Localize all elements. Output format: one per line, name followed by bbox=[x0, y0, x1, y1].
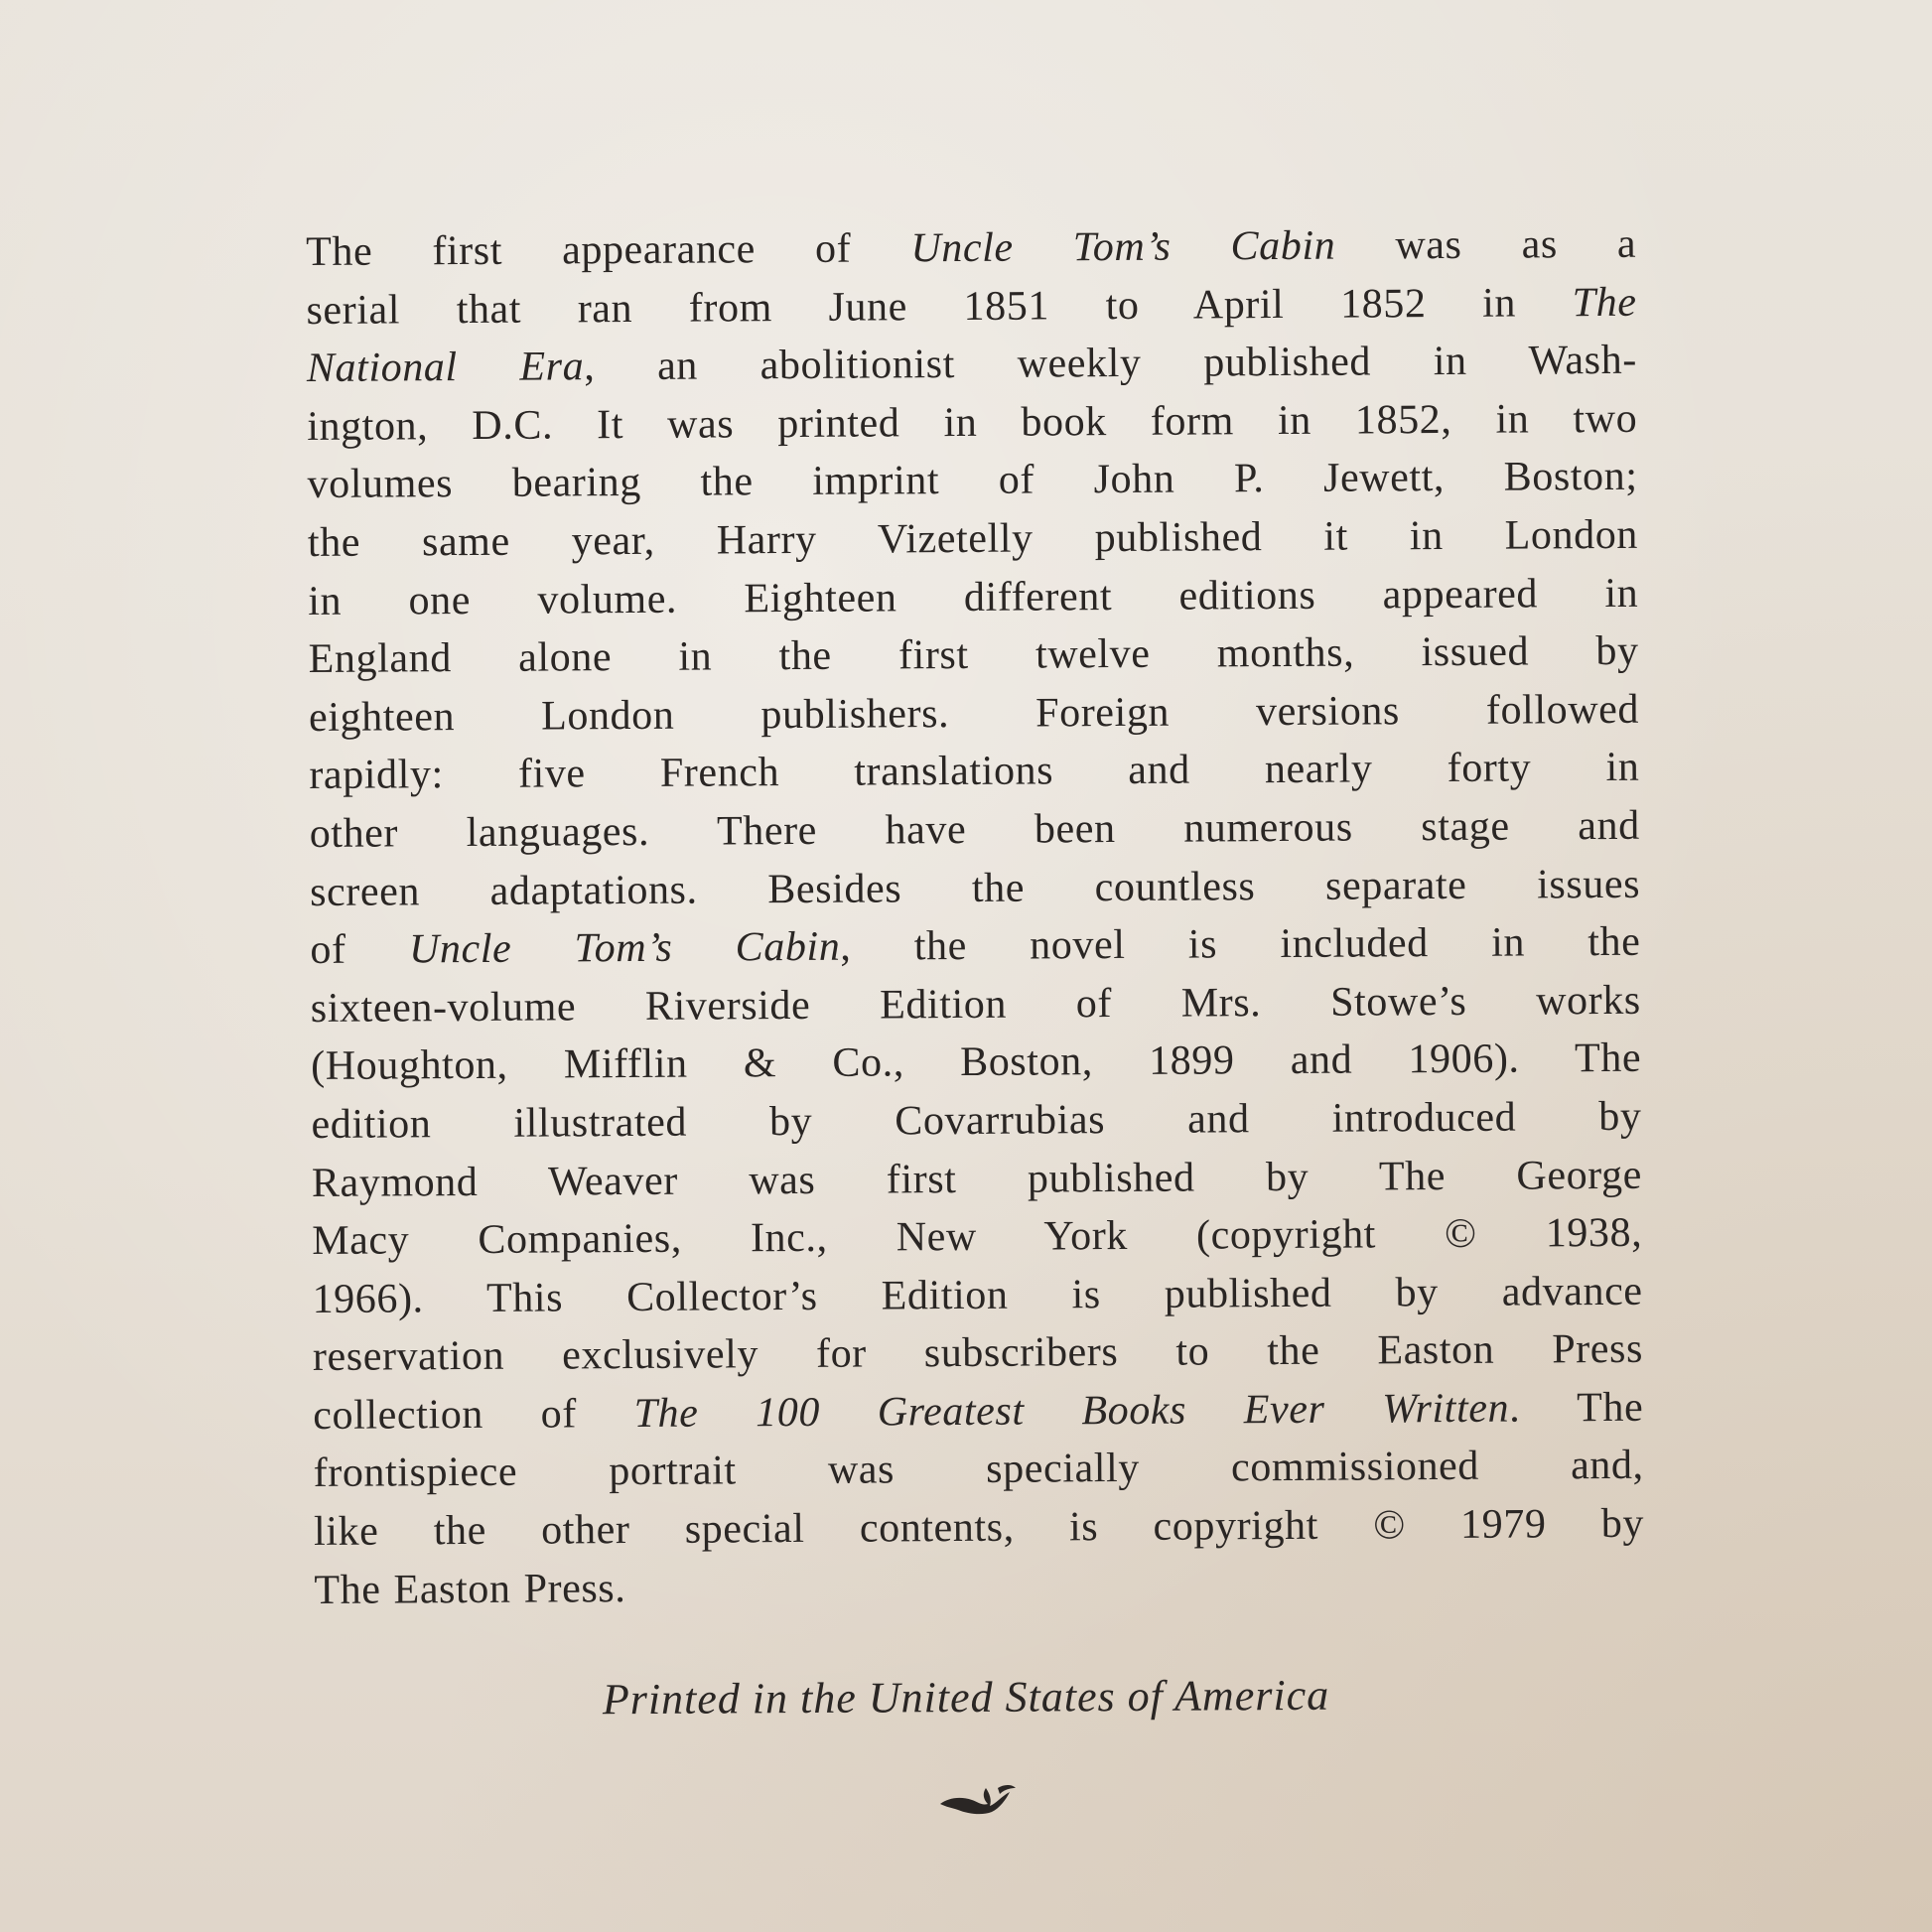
line-text: edition illustrated by Covarrubias and introduced by bbox=[311, 1093, 1642, 1148]
line-text: The first appearance of bbox=[306, 225, 911, 275]
text-line bbox=[310, 913, 1640, 980]
text-line bbox=[307, 448, 1637, 514]
text-line bbox=[312, 1204, 1642, 1271]
line-text: , the novel is included in the bbox=[840, 918, 1641, 970]
leaf-ornament-icon bbox=[938, 1782, 1018, 1818]
line-text: screen adaptations. Besides the countless separate issues bbox=[309, 861, 1641, 915]
italic-title-text: Uncle Tom’s Cabin bbox=[910, 222, 1336, 272]
line-text: reservation exclusively for subscribers to the Easton Press bbox=[312, 1326, 1644, 1381]
italic-title-text: The 100 Greatest Books Ever Written bbox=[633, 1385, 1510, 1437]
line-text: (Houghton, Mifflin & Co., Boston, 1899 and 1906). The bbox=[311, 1035, 1642, 1090]
line-text: other languages. There have been numerous stage and bbox=[309, 802, 1640, 857]
text-line bbox=[313, 1320, 1643, 1387]
italic-title-text: The bbox=[1572, 279, 1637, 326]
text-line bbox=[312, 1146, 1642, 1212]
text-line bbox=[312, 1262, 1642, 1328]
text-line bbox=[309, 622, 1639, 689]
text-line bbox=[306, 215, 1636, 282]
printed-in-imprint: Printed in the United States of America bbox=[602, 1670, 1330, 1725]
text-line bbox=[311, 1088, 1641, 1155]
line-text: , an abolitionist weekly published in Wash- bbox=[584, 337, 1637, 390]
line-text: of bbox=[310, 926, 410, 974]
line-text: like the other special contents, is copyright © 1979 by bbox=[313, 1500, 1645, 1556]
text-line bbox=[306, 273, 1636, 340]
italic-title-text: National Era bbox=[306, 344, 585, 392]
text-line bbox=[313, 1379, 1643, 1446]
line-text: was as a bbox=[1335, 220, 1637, 269]
line-text: England alone in the first twelve months, issued by bbox=[308, 627, 1639, 683]
line-text: . The bbox=[1508, 1384, 1644, 1432]
text-line bbox=[311, 1030, 1641, 1096]
text-line bbox=[310, 855, 1640, 921]
line-text: rapidly: five French translations and nearly forty in bbox=[309, 745, 1640, 799]
text-line bbox=[307, 390, 1637, 457]
line-text: ington, D.C. It was printed in book form in 1852, in two bbox=[307, 395, 1638, 450]
line-text: Macy Companies, Inc., New York (copyright © 1938, bbox=[312, 1209, 1643, 1265]
italic-title-text: Uncle Tom’s Cabin bbox=[408, 923, 841, 973]
text-line bbox=[314, 1553, 1644, 1619]
line-text: The Easton Press. bbox=[314, 1565, 626, 1613]
line-text: 1966). This Collector’s Edition is published by advance bbox=[312, 1268, 1643, 1322]
line-text: the same year, Harry Vizetelly published it in London bbox=[307, 511, 1639, 566]
colophon-paragraph bbox=[306, 215, 1645, 1619]
text-line bbox=[307, 332, 1637, 398]
line-text: serial that ran from June 1851 to April 1852 in bbox=[306, 279, 1573, 334]
line-text: volumes bearing the imprint of John P. Jewett, Boston; bbox=[307, 454, 1638, 508]
text-line bbox=[314, 1495, 1644, 1562]
text-line bbox=[308, 506, 1638, 573]
text-line bbox=[309, 739, 1639, 805]
text-line bbox=[309, 681, 1639, 748]
line-text: collection of bbox=[313, 1390, 634, 1439]
line-text: eighteen London publishers. Foreign versions followed bbox=[308, 686, 1640, 741]
line-text: sixteen-volume Riverside Edition of Mrs. Stowe’s works bbox=[310, 977, 1641, 1032]
line-text: frontispiece portrait was specially commissioned and, bbox=[313, 1443, 1644, 1497]
text-line bbox=[310, 797, 1640, 864]
text-line bbox=[314, 1437, 1644, 1503]
text-line bbox=[311, 972, 1641, 1038]
text-line bbox=[308, 564, 1638, 630]
line-text: Raymond Weaver was first published by The George bbox=[311, 1152, 1643, 1206]
line-text: in one volume. Eighteen different editions appeared in bbox=[308, 570, 1639, 624]
